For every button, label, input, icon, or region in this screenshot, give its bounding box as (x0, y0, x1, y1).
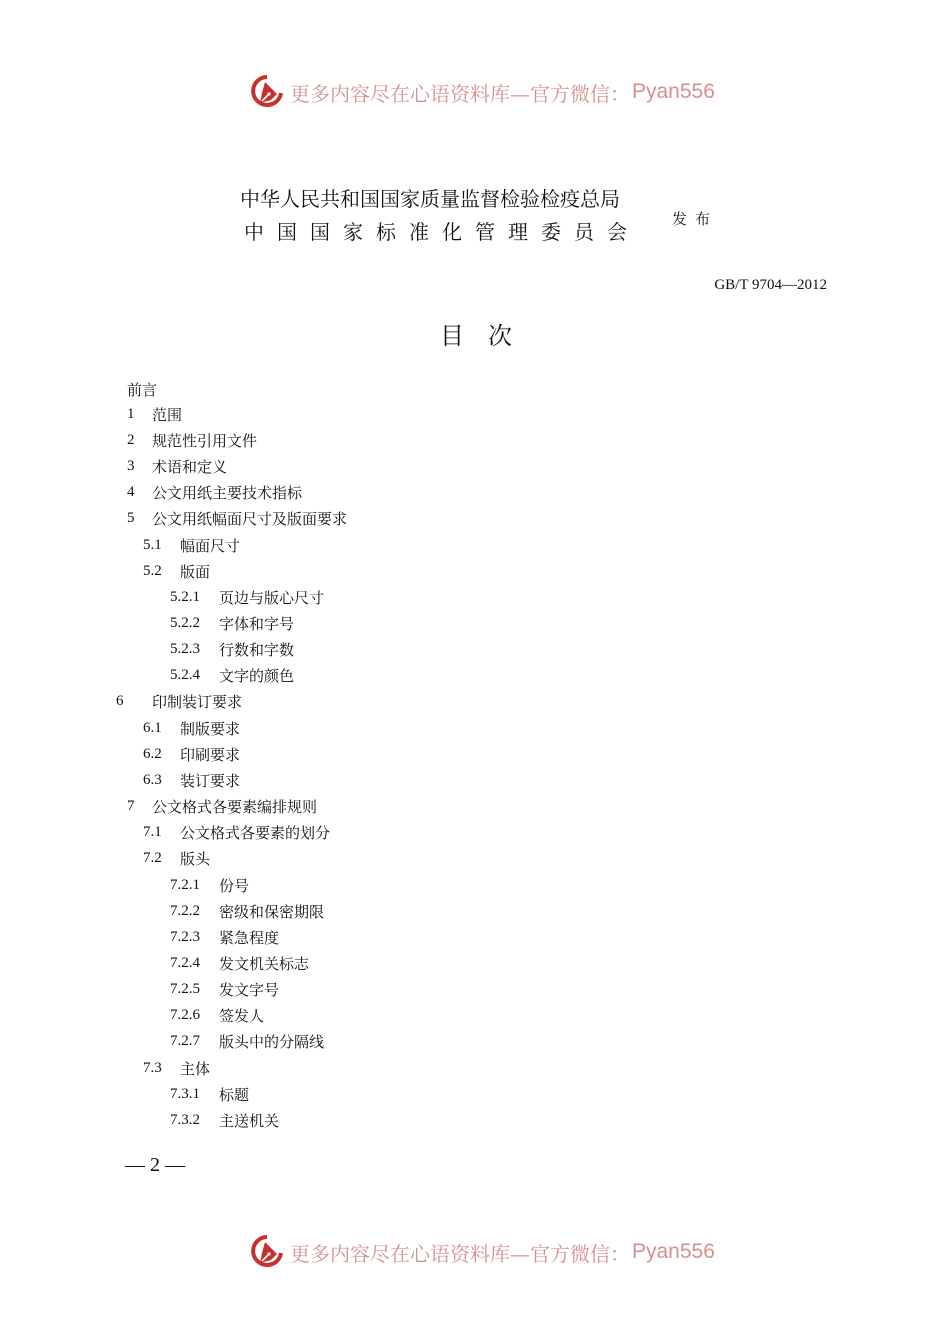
toc-entry[interactable] (143, 1057, 210, 1079)
toc-entry-title: 公文格式各要素的划分 (180, 823, 331, 842)
toc-entry[interactable] (127, 378, 157, 400)
toc-entry-number: 7.2.5 (170, 980, 200, 997)
toc-entry[interactable] (143, 821, 330, 843)
toc-entry[interactable] (170, 874, 249, 896)
toc-entry-number: 4 (127, 483, 135, 500)
toc-entry[interactable] (170, 586, 324, 608)
toc-entry-title: 规范性引用文件 (152, 431, 258, 450)
toc-entry-number: 2 (127, 431, 135, 448)
watermark-account: Pyan556 (632, 1240, 715, 1263)
toc-entry-number: 5.1 (143, 536, 162, 553)
toc-entry-title: 密级和保密期限 (219, 902, 325, 921)
toc-entry-title: 制版要求 (180, 719, 241, 738)
pen-nib-logo-icon (250, 73, 284, 111)
toc-entry-number: 7.3.1 (170, 1085, 200, 1102)
toc-entry-number: 7.3.2 (170, 1111, 200, 1128)
toc-entry-title: 版面 (180, 562, 211, 581)
toc-entry-title: 印制装订要求 (152, 692, 243, 711)
toc-entry[interactable] (170, 664, 294, 686)
toc-entry[interactable] (143, 847, 210, 869)
toc-entry-title: 文字的颜色 (219, 666, 295, 685)
toc-entry[interactable] (170, 1030, 324, 1052)
toc-entry-title: 装订要求 (180, 771, 241, 790)
toc-entry-title: 前言 (127, 380, 158, 399)
toc-entry-number: 7.2.7 (170, 1032, 200, 1049)
toc-entry[interactable] (170, 1004, 264, 1026)
toc-entry-title: 术语和定义 (152, 457, 228, 476)
toc-entry-number: 5.2.2 (170, 614, 200, 631)
toc-entry[interactable] (170, 978, 279, 1000)
toc-entry-title: 发文机关标志 (219, 954, 310, 973)
toc-entry-title: 范围 (152, 405, 183, 424)
toc-entry-number: 7.2.2 (170, 902, 200, 919)
toc-entry-number: 7.2.4 (170, 954, 200, 971)
toc-entry-title: 发文字号 (219, 980, 280, 999)
toc-entry-title: 行数和字数 (219, 640, 295, 659)
toc-entry[interactable] (143, 717, 240, 739)
toc-entry-number: 7.2.6 (170, 1006, 200, 1023)
toc-entry-title: 公文格式各要素编排规则 (152, 797, 318, 816)
watermark-account: Pyan556 (632, 80, 715, 103)
watermark-text: 更多内容尽在心语资料库—官方微信： (290, 1241, 630, 1266)
toc-entry-title: 印刷要求 (180, 745, 241, 764)
toc-entry-title: 主送机关 (219, 1111, 280, 1130)
toc-entry-number: 5.2.3 (170, 640, 200, 657)
toc-entry-title: 紧急程度 (219, 928, 280, 947)
toc-entry-title: 版头 (180, 849, 211, 868)
toc-entry[interactable] (170, 900, 324, 922)
watermark-banner-bottom (250, 1232, 715, 1272)
toc-entry[interactable] (170, 952, 309, 974)
watermark-banner-top (250, 72, 715, 112)
toc-entry-number: 7.2 (143, 849, 162, 866)
toc-entry-number: 6.2 (143, 745, 162, 762)
toc-entry-title: 字体和字号 (219, 614, 295, 633)
page-number: — 2 — (125, 1154, 185, 1176)
toc-entry[interactable] (143, 743, 240, 765)
issuer-line-1: 中华人民共和国国家质量监督检验检疫总局 (240, 187, 620, 211)
pen-nib-logo-icon (250, 1233, 284, 1271)
toc-entry[interactable] (127, 403, 182, 425)
toc-entry[interactable] (127, 455, 227, 477)
toc-entry[interactable] (143, 534, 240, 556)
toc-entry[interactable] (170, 612, 294, 634)
toc-title: 目次 (440, 322, 536, 350)
toc-entry-title: 份号 (219, 876, 250, 895)
toc-entry-number: 7.2.3 (170, 928, 200, 945)
toc-entry-number: 7 (127, 797, 135, 814)
toc-entry[interactable] (170, 926, 279, 948)
toc-entry[interactable] (127, 429, 257, 451)
toc-entry[interactable] (170, 1109, 279, 1131)
toc-entry-title: 页边与版心尺寸 (219, 588, 325, 607)
toc-entry[interactable] (143, 560, 210, 582)
standard-code: GB/T 9704—2012 (714, 277, 827, 293)
toc-entry-number: 7.3 (143, 1059, 162, 1076)
toc-entry-number: 6.1 (143, 719, 162, 736)
toc-entry-title: 版头中的分隔线 (219, 1032, 325, 1051)
publish-label: 发布 (672, 210, 719, 228)
toc-entry[interactable] (170, 638, 294, 660)
toc-entry-number: 5.2.4 (170, 666, 200, 683)
toc-entry-number: 1 (127, 405, 135, 422)
toc-entry-title: 公文用纸主要技术指标 (152, 483, 303, 502)
watermark-text: 更多内容尽在心语资料库—官方微信： (290, 81, 630, 106)
toc-entry-title: 签发人 (219, 1006, 265, 1025)
toc-entry-title: 标题 (219, 1085, 250, 1104)
toc-entry-title: 主体 (180, 1059, 211, 1078)
toc-entry-number: 5.2.1 (170, 588, 200, 605)
toc-entry[interactable] (127, 481, 302, 503)
toc-entry[interactable] (116, 690, 242, 712)
toc-entry[interactable] (127, 795, 317, 817)
issuer-line-2: 中国国家标准化管理委员会 (244, 220, 640, 244)
toc-entry[interactable] (127, 507, 347, 529)
toc-entry-title: 公文用纸幅面尺寸及版面要求 (152, 509, 348, 528)
toc-entry-number: 3 (127, 457, 135, 474)
toc-entry-number: 6 (116, 692, 124, 709)
toc-entry[interactable] (143, 769, 240, 791)
toc-entry-number: 5.2 (143, 562, 162, 579)
toc-entry-number: 7.2.1 (170, 876, 200, 893)
toc-entry[interactable] (170, 1083, 249, 1105)
toc-entry-title: 幅面尺寸 (180, 536, 241, 555)
toc-entry-number: 7.1 (143, 823, 162, 840)
toc-entry-number: 5 (127, 509, 135, 526)
toc-entry-number: 6.3 (143, 771, 162, 788)
